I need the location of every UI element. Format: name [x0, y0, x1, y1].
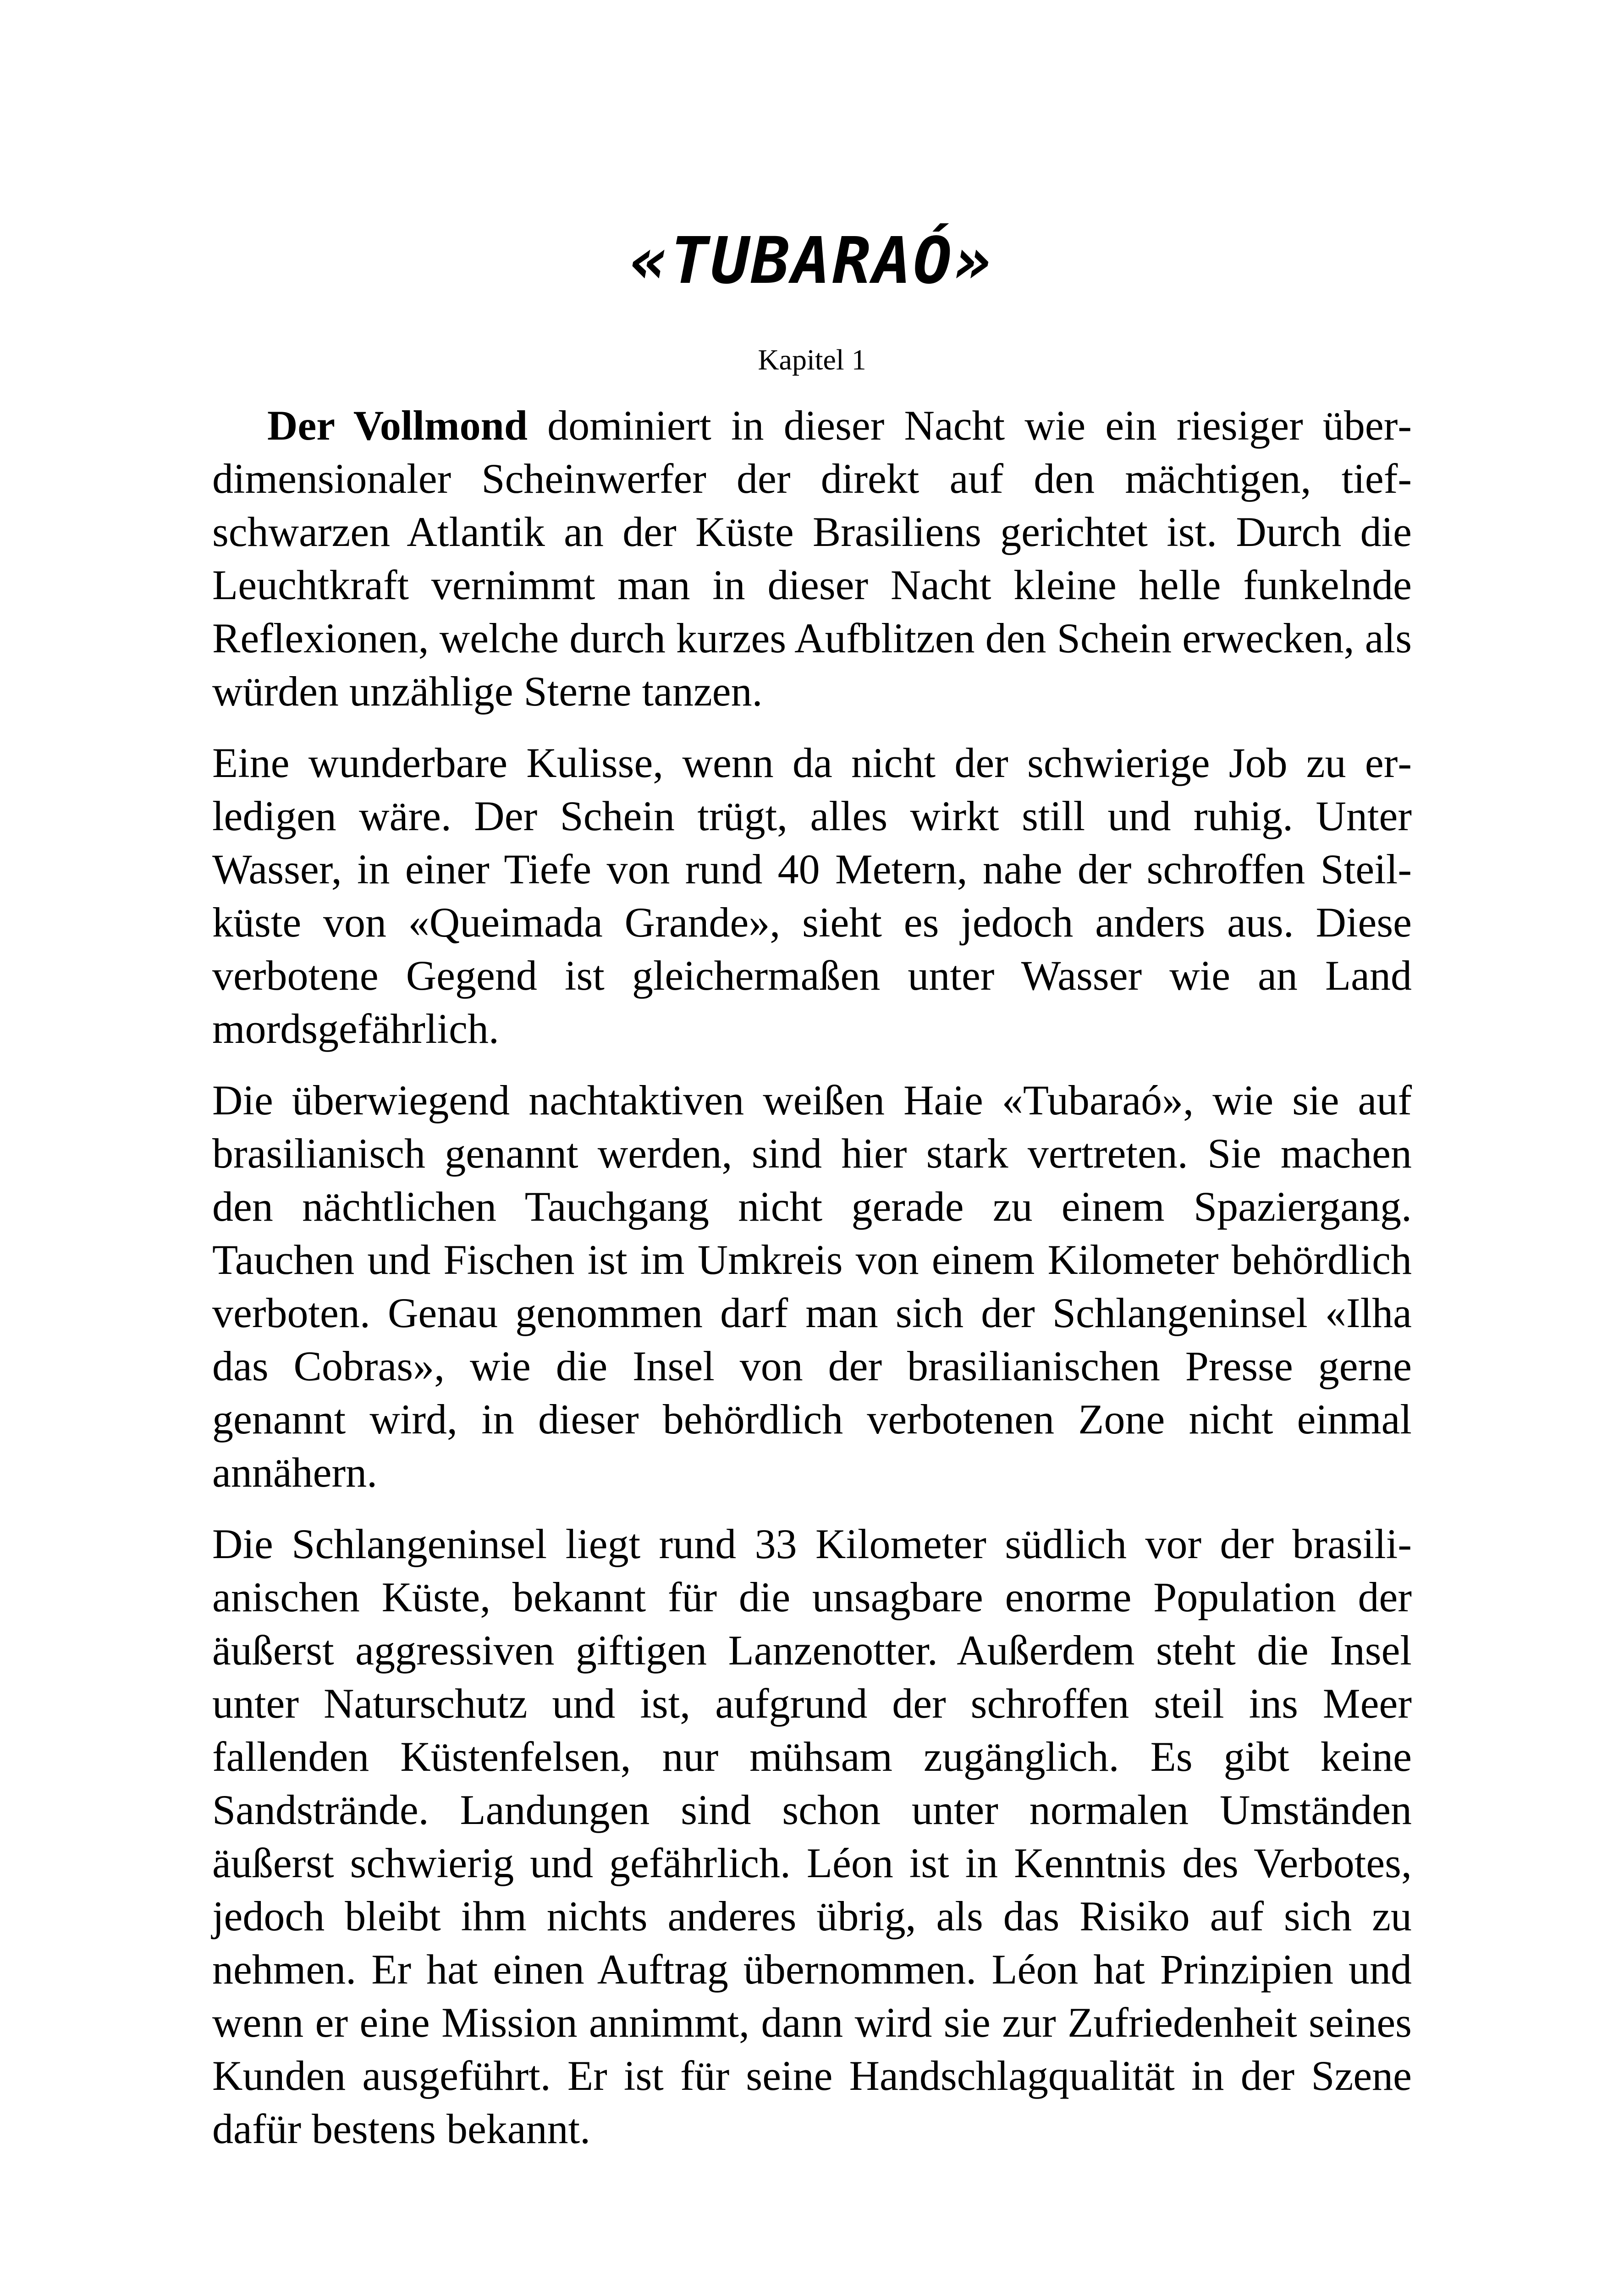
paragraph-3: Die überwiegend nachtaktiven weißen Haie «Tubaraó», wie sie auf brasilianisch genannt werden, sind hier stark vertreten. Sie machen den nächtlichen Tauchgang nicht gerade zu einem Spaziergang. Tauchen und Fischen ist im Umkreis von einem Kilometer behördlich verboten. Genau genommen darf man sich der Schlangeninsel «Ilha das Cobras», wie die Insel von der brasilianischen Presse gerne genannt wird, in dieser behördlich verbotenen Zone nicht einmal annähern.	[212, 1077, 1412, 1496]
paragraph-4: Die Schlangeninsel liegt rund 33 Kilometer südlich vor der brasilianischen Küste, bekannt für die unsagbare enorme Population der äußerst aggressiven giftigen Lanzenotter. Außerdem steht die Insel unter Naturschutz und ist, aufgrund der schroffen steil ins Meer fallenden Küstenfelsen, nur mühsam zugänglich. Es gibt keine Sandstrände. Landungen sind schon unter normalen Umständen äußerst schwierig und gefährlich. Léon ist in Kenntnis des Verbotes, jedoch bleibt ihm nichts anderes übrig, als das Risiko auf sich zu nehmen. Er hat einen Auftrag übernommen. Léon hat Prinzipien und wenn er eine Mission annimmt, dann wird sie zur Zufriedenheit seines Kunden ausgeführt. Er ist für seine Handschlagqualität in der Szene dafür bestens bekannt.	[212, 1521, 1412, 2152]
paragraph-2: Eine wunderbare Kulisse, wenn da nicht der schwierige Job zu erledigen wäre. Der Schein trügt, alles wirkt still und ruhig. Unter Wasser, in einer Tiefe von rund 40 Metern, nahe der schroffen Steilküste von «Queimada Grande», sieht es jedoch anders aus. Diese verbotene Gegend ist gleichermaßen unter Wasser wie an Land mordsgefährlich.	[212, 739, 1412, 1052]
chapter-label: Kapitel 1	[758, 343, 866, 376]
paragraph-1-text: dominiert in dieser Nacht wie ein riesiger überdimensionaler Scheinwerfer der direkt auf den mächtigen, tiefschwarzen Atlantik an der Küste Brasiliens gerichtet ist. Durch die Leuchtkraft vernimmt man in dieser Nacht kleine helle funkelnde Reflexionen, welche durch kurzes Aufblitzen den Schein erwecken, als würden unzählige Sterne tanzen.	[212, 402, 1412, 715]
chapter-title: «TUBARAÓ»	[630, 224, 994, 298]
body-text	[212, 399, 1412, 2174]
paragraph-1	[212, 399, 1412, 718]
paragraph-1-lead: Der Vollmond	[267, 402, 528, 449]
